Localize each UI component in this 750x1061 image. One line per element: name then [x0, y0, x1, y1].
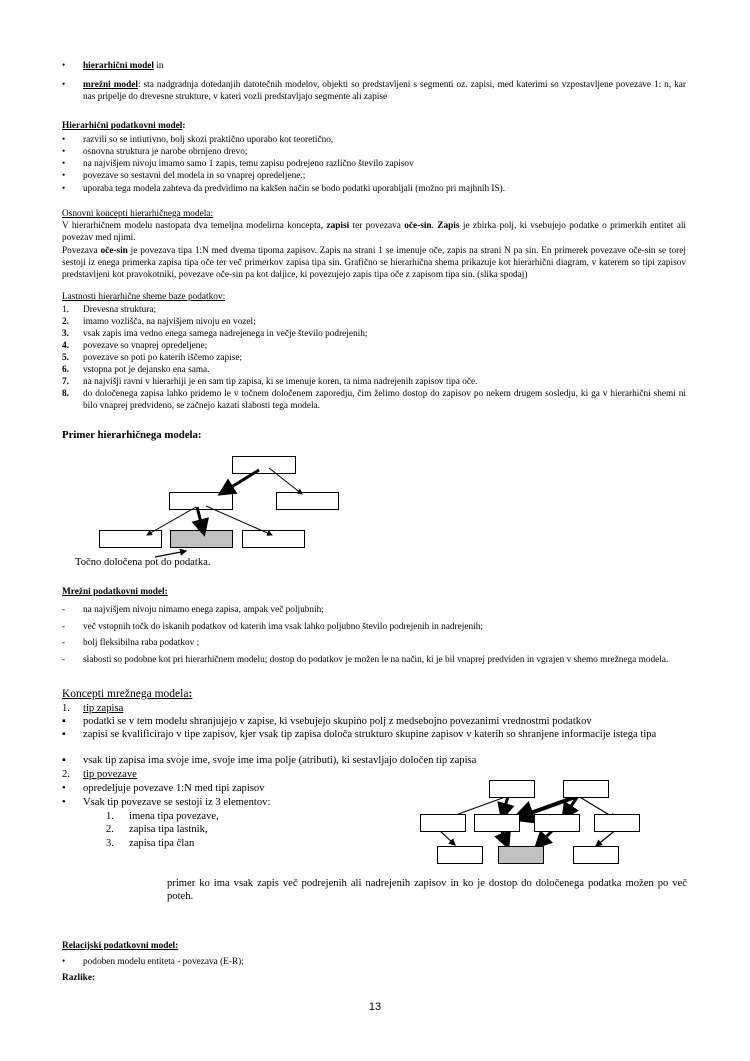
list-item: Vsak tip povezave se sestoji iz 3 elementov:: [83, 797, 271, 808]
list-item: vsak tip zapisa ima svoje ime, svoje ime ima polje (atributi), ki sestavljajo določen tip zapisa: [83, 755, 477, 766]
list-item: podatki se v tem modelu shranjujejo v zapise, ki vsebujejo skupino polj z medsebojno povezanimi vrednostmi podatkov: [83, 716, 592, 727]
sub-item: zapisa tipa član: [129, 838, 195, 849]
list-item: na najvišjem nivoju nimamo enega zapisa, ampak več poljubnih;: [83, 605, 324, 615]
record-box: [594, 814, 640, 832]
list-item: razvili so se intiutivno, bolj skozi praktično uporabo kot teoretično,: [83, 135, 334, 145]
bullet-icon: •: [62, 80, 66, 90]
list-item: povezave so poti po katerih iščemo zapise;: [83, 353, 243, 363]
section-heading: Hierarhični podatkovni model:: [62, 121, 186, 131]
list-item: uporaba tega modela zahteva da predvidimo na kakšen način se bodo podatki uporabljali (možno pri majhnih IS).: [83, 184, 506, 194]
page-number: 13: [368, 1001, 382, 1013]
list-item: imamo vozlišča, na najvišjem nivoju en vozel;: [83, 317, 256, 327]
list-item: na najvišji ravni v hierarhiji je en sam tip zapisa, ki se imenuje koren, ta nima nadrejenih zapisov tipa oče.: [83, 377, 478, 387]
list-item: tip povezave: [83, 769, 137, 780]
list-item: do določenega zapisa lahko pridemo le v točnem določenem zaporedju, čim želimo dostop do zapisov po nekem drugem sosledju, ki ga v hierarhični shemi ni bilo vnaprej predvideno, se začnejo kazati slabosti tega modela.: [83, 389, 686, 412]
record-box: [563, 780, 609, 798]
list-item: zapisi se kvalificirajo v tipe zapisov, kjer vsak tip zapisa določa strukturo skupine zapisov v katerih so shranjene informacije istega tipa: [83, 729, 657, 740]
diagram-note: primer ko ima vsak zapis več podrejenih ali nadrejenih zapisov in ko je dostop do določenega podatka možen po več poteh.: [167, 878, 687, 903]
list-item: podoben modelu entiteta - povezava (E-R);: [83, 957, 244, 967]
section-heading: Lastnosti hierarhične sheme baze podatkov:: [62, 292, 226, 302]
list-item: vstopna pot je dejansko ena sama.: [83, 365, 210, 375]
paragraph: Povezava oče-sin je povezava tipa 1:N med dvema tipoma zapisov. Zapis na strani 1 se imenuje oče, zapis na strani N pa sin. En primerek povezave oče-sin se torej sestoji iz enega primerka zapisa tipa oče ter več primerkov zapisa tipa sin. Grafično se hierarhična shema prikazuje kot hierarhični diagram, v katerem so tipi zapisov predstavljeni kot pravokotniki, povezave oče-sin pa kot daljice, ki povezujejo zapis tipa oče z zapisom tipa sin. (slika spodaj): [62, 245, 686, 281]
list-item: povezave so vnaprej opredeljene;: [83, 341, 208, 351]
record-box: [420, 814, 466, 832]
list-item: vsak zapis ima vedno enega samega nadrejenega in večje število podrejenih;: [83, 329, 368, 339]
bullet-icon: •: [62, 61, 66, 71]
list-item: opredeljuje povezave 1:N med tipi zapisov: [83, 783, 265, 794]
intro-item: hierarhični model in: [83, 61, 164, 71]
list-item: povezave so sestavni del modela in so vnaprej opredeljene.;: [83, 171, 306, 181]
record-box: [474, 814, 520, 832]
list-item: na najvišjem nivoju imamo samo 1 zapis, temu zapisu podrejeno različno število zapisov: [83, 159, 414, 169]
section-heading: Osnovni koncepti hierarhičnega modela:: [62, 209, 214, 219]
record-box: [437, 846, 483, 864]
list-item: slabosti so podobne kot pri hierarhičnem modelu; dostop do podatkov je možen le na način, ki je bil vnaprej predviden in vgrajen v shemo mrežnega modela.: [83, 655, 669, 665]
sub-item: imena tipa povezave,: [129, 811, 219, 822]
target-record-box: [498, 846, 544, 864]
record-box: [489, 780, 535, 798]
list-item: osnovna struktura je narobe obrnjeno drevo;: [83, 147, 248, 157]
diagram-caption: Točno določena pot do podatka.: [75, 557, 211, 568]
list-item: Drevesna struktura;: [83, 305, 157, 315]
section-heading: Koncepti mrežnega modela:: [62, 688, 193, 700]
sub-item: zapisa tipa lastnik,: [129, 824, 208, 835]
list-item: bolj fleksibilna raba podatkov ;: [83, 638, 200, 648]
record-box: [573, 846, 619, 864]
paragraph: V hierarhičnem modelu nastopata dva temeljna modelirna koncepta, zapisi ter povezava oče-sin. Zapis je zbirka polj, ki vsebujejo podatke o primerkih entitet ali povezav med njimi.: [62, 221, 686, 244]
list-item: več vstopnih točk do iskanih podatkov od katerih ima vsak lahko poljubno število podrejenih in nadrejenih;: [83, 622, 483, 632]
section-heading: Mrežni podatkovni model:: [62, 587, 168, 597]
list-item: tip zapisa: [83, 703, 124, 714]
subheading: Razlike:: [62, 973, 96, 983]
section-heading: Primer hierarhičnega modela:: [62, 429, 202, 441]
record-box: [534, 814, 580, 832]
section-heading: Relacijski podatkovni model:: [62, 941, 179, 951]
intro-item: mrežni model: sta nadgradnja dotedanjih datotečnih modelov, objekti so predstavljeni s segmenti oz. zapisi, med katerimi so vzpostavljene povezave 1: n, kar nas pripelje do drevesne strukture, v kateri vozli predstavljajo segmente ali zapise: [83, 80, 686, 103]
